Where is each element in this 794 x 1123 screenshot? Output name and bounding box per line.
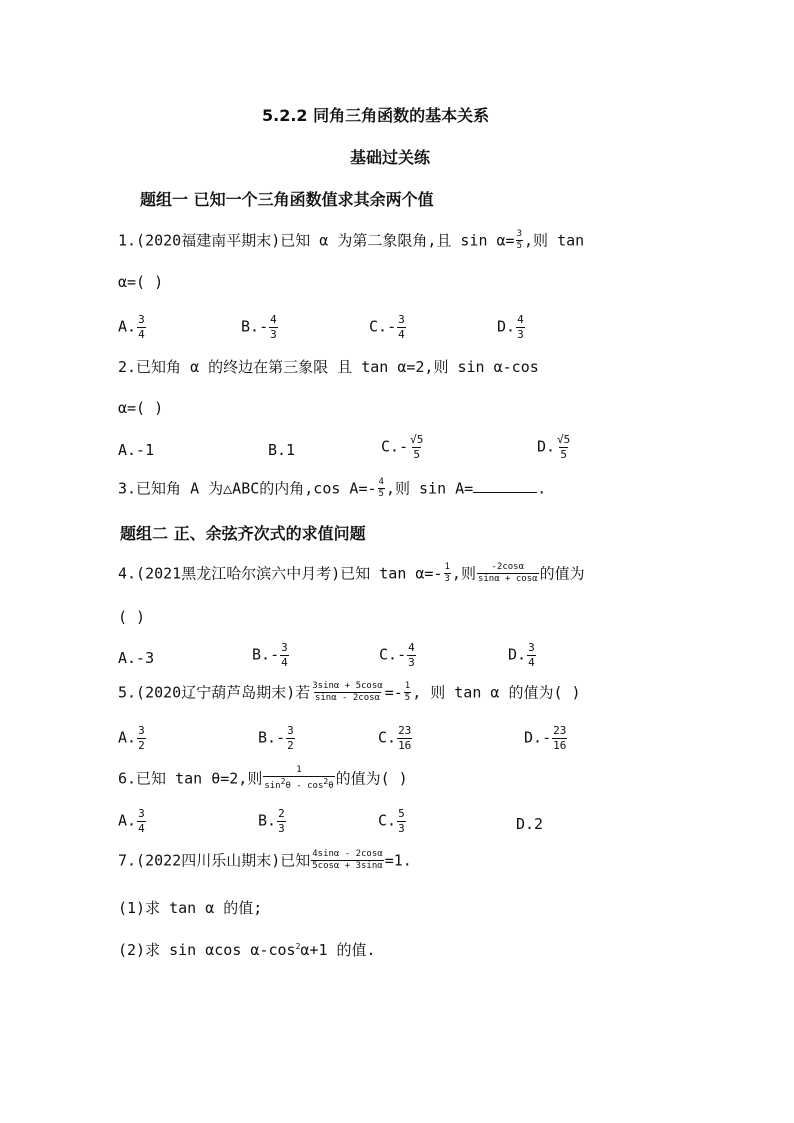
- group-2-heading: 题组二 正、余弦齐次式的求值问题: [120, 524, 366, 543]
- question-3: 3.已知角 A 为△ABC的内角,cos A=- $\frac{4}{5}$ ,则 sin A= .: [118, 477, 547, 500]
- fraction: $\frac{3}{4}$: [138, 313, 145, 341]
- fraction: $\frac{√5}{5}$: [557, 433, 571, 461]
- question-7: 7.(2022四川乐山期末)已知 $\frac{4\sin\alpha - 2\cos\alpha}{5\cos\alpha + 3\sin\alpha}$ =1.: [118, 849, 412, 872]
- page-title: 5.2.2 同角三角函数的基本关系: [262, 106, 490, 125]
- question-6-option-c[interactable]: C. $\frac{5}{3}$: [378, 807, 405, 835]
- fraction: $\frac{3}{4}$: [528, 641, 535, 669]
- fraction: $\frac{3}{2}$: [138, 724, 145, 752]
- answer-blank[interactable]: [473, 480, 537, 493]
- question-1-option-a[interactable]: A. $\frac{3}{4}$: [118, 313, 145, 341]
- fraction: $\frac{1}{5}$: [404, 681, 411, 704]
- expression-fraction: $\frac{1}{\sin^2\theta - \cos^2\theta}$: [264, 765, 334, 792]
- group-1-heading: 题组一 已知一个三角函数值求其余两个值: [140, 190, 434, 209]
- question-2-option-c[interactable]: C.- $\frac{√5}{5}$: [381, 433, 424, 461]
- fraction: $\frac{4}{3}$: [408, 641, 415, 669]
- fraction: $\frac{2}{3}$: [278, 807, 285, 835]
- fraction: $\frac{4}{5}$: [378, 477, 384, 500]
- fraction: $\frac{3}{4}$: [281, 641, 288, 669]
- question-1-option-c[interactable]: C.- $\frac{3}{4}$: [369, 313, 405, 341]
- question-2-line-2: α=( ): [118, 399, 164, 417]
- fraction: $\frac{3}{5}$: [516, 229, 523, 252]
- question-2-line-1: 2.已知角 α 的终边在第三象限 且 tan α=2,则 sin α-cos: [118, 358, 539, 376]
- question-6-option-b[interactable]: B. $\frac{2}{3}$: [258, 807, 285, 835]
- question-6-option-d[interactable]: D.2: [516, 815, 544, 833]
- fraction: $\frac{23}{16}$: [553, 724, 567, 752]
- fraction: $\frac{23}{16}$: [398, 724, 412, 752]
- fraction: $\frac{4}{3}$: [517, 313, 524, 341]
- question-1-option-d[interactable]: D. $\frac{4}{3}$: [497, 313, 524, 341]
- question-4-option-a[interactable]: A.-3: [118, 649, 155, 667]
- question-7-part-2: (2)求 sin αcos $\alpha-\cos^2\alpha+1$ 的值.: [118, 941, 376, 959]
- question-4-option-d[interactable]: D. $\frac{3}{4}$: [508, 641, 535, 669]
- question-2-option-d[interactable]: D. $\frac{√5}{5}$: [537, 433, 571, 461]
- expression-fraction: $\frac{4\sin\alpha - 2\cos\alpha}{5\cos\alpha + 3\sin\alpha}$: [312, 849, 383, 872]
- fraction: $\frac{5}{3}$: [398, 807, 405, 835]
- expression-fraction: $\frac{3\sin\alpha + 5\cos\alpha}{\sin\alpha - 2\cos\alpha}$: [312, 681, 383, 704]
- question-5-option-b[interactable]: B.- $\frac{3}{2}$: [258, 724, 294, 752]
- question-5-option-c[interactable]: C. $\frac{23}{16}$: [378, 724, 412, 752]
- fraction: $\frac{4}{3}$: [270, 313, 277, 341]
- fraction: $\frac{1}{3}$: [444, 562, 450, 585]
- fraction: $\frac{3}{2}$: [287, 724, 294, 752]
- question-4-option-c[interactable]: C.- $\frac{4}{3}$: [379, 641, 415, 669]
- question-6: 6.已知 tan θ=2,则 $\frac{1}{\sin^2\theta - \cos^2\theta}$ 的值为( ): [118, 765, 408, 792]
- question-1-line-1: 1.(2020福建南平期末)已知 α 为第二象限角,且 sin α= $\frac{3}{5}$ ,则 tan: [118, 229, 585, 252]
- question-2-option-b[interactable]: B.1: [268, 441, 296, 459]
- question-4-line-2: ( ): [118, 608, 146, 626]
- question-1-option-b[interactable]: B.- $\frac{4}{3}$: [241, 313, 277, 341]
- question-7-part-1: (1)求 tan α 的值;: [118, 899, 263, 917]
- expression-fraction: $\frac{-2\cos\alpha}{\sin\alpha + \cos\alpha}$: [477, 562, 538, 585]
- fraction: $\frac{3}{4}$: [138, 807, 145, 835]
- question-5: 5.(2020辽宁葫芦岛期末)若 $\frac{3\sin\alpha + 5\cos\alpha}{\sin\alpha - 2\cos\alpha}$ =- $\frac{1}{5}$ , 则 tan α 的值为( ): [118, 681, 581, 704]
- question-1-line-2: α=( ): [118, 273, 164, 291]
- question-4-line-1: 4.(2021黑龙江哈尔滨六中月考)已知 tan α=- $\frac{1}{3}$ ,则 $\frac{-2\cos\alpha}{\sin\alpha + \cos\alpha}$ 的值为: [118, 562, 585, 585]
- question-4-option-b[interactable]: B.- $\frac{3}{4}$: [252, 641, 288, 669]
- section-subtitle: 基础过关练: [350, 148, 431, 167]
- question-5-option-d[interactable]: D.- $\frac{23}{16}$: [524, 724, 567, 752]
- question-6-option-a[interactable]: A. $\frac{3}{4}$: [118, 807, 145, 835]
- question-2-option-a[interactable]: A.-1: [118, 441, 155, 459]
- fraction: $\frac{√5}{5}$: [410, 433, 424, 461]
- question-5-option-a[interactable]: A. $\frac{3}{2}$: [118, 724, 145, 752]
- fraction: $\frac{3}{4}$: [398, 313, 405, 341]
